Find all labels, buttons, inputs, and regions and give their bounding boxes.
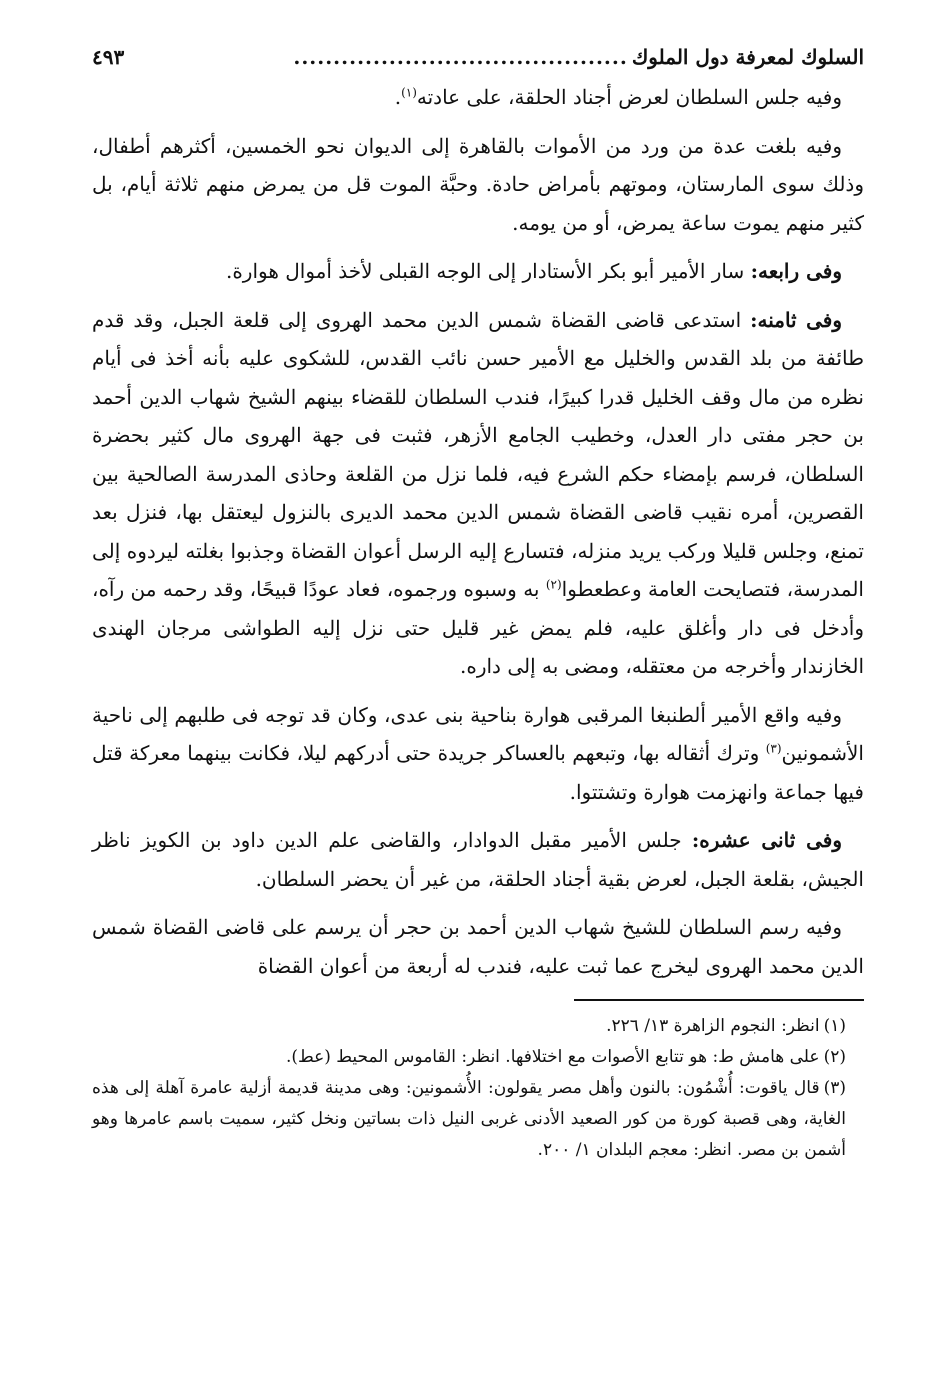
paragraph-tail: .	[394, 85, 402, 109]
running-header	[92, 40, 864, 78]
paragraph-1	[92, 78, 864, 117]
paragraph-text: وفيه رسم السلطان للشيخ شهاب الدين أحمد بن حجر أن يرسم على قاضى القضاة شمس الدين محمد الهروى ليخرج عما ثبت عليه، فندب له أربعة من أعوان القضاة	[92, 915, 864, 978]
paragraph-text: وفيه بلغت عدة من ورد من الأموات بالقاهرة إلى الديوان نحو الخمسين، أكثرهم أطفال، وذلك سوى المارستان، وموتهم بأمراض حادة. وحبَّة الموت قل من يمرض منهم ثلاثة أيام، بل كثير منهم يموت ساعة يمرض، أو من يومه.	[92, 133, 864, 235]
footnote-number: (٢)	[823, 1047, 846, 1067]
paragraph-text: سار الأمير أبو بكر الأستادار إلى الوجه القبلى لأخذ أموال هوارة.	[225, 259, 751, 283]
footnote-3	[92, 1073, 864, 1166]
paragraph-lead: وفى رابعه:	[750, 259, 842, 283]
paragraph-5	[92, 696, 864, 812]
paragraph-text: وفيه جلس السلطان لعرض أجناد الحلقة، على عادته	[416, 85, 842, 109]
paragraph-text: وفيه واقع الأمير ألطنبغا المرقبى هوارة بناحية بنى عدى، وكان قد توجه فى طلبهم إلى ناحية الأشمونين	[92, 702, 864, 765]
paragraph-text: جلس الأمير مقبل الدوادار، والقاضى علم الدين داود بن الكويز ناظر الجيش، بقلعة الجبل، لعرض بقية أجناد الحلقة، من غير أن يحضر السلطان.	[92, 828, 864, 891]
footnote-number: (١)	[823, 1016, 846, 1036]
footnote-1	[92, 1011, 864, 1042]
paragraph-2	[92, 127, 864, 243]
paragraph-6	[92, 821, 864, 898]
book-page	[92, 40, 864, 1166]
paragraph-lead: وفى ثامنه:	[750, 307, 842, 332]
footnote-number: (٣)	[823, 1078, 846, 1098]
main-text	[92, 78, 864, 985]
paragraph-4	[92, 301, 864, 686]
footnote-ref[interactable]: (١)	[401, 85, 417, 100]
paragraph-3	[92, 252, 864, 291]
paragraph-text: استدعى قاضى القضاة شمس الدين محمد الهروى إلى قلعة الجبل، وقد قدم طائفة من بلد القدس والخليل مع الأمير حسن نائب القدس، للشكوى عليه بأنه أخذ فى أيام نظره من مال وقف الخليل قدرا كبيرًا، فندب السلطان للقضاء بينهم الشيخ شهاب الدين أحمد بن حجر مفتى دار العدل، وخطيب الجامع الأزهر، فثبت فى جهة الهروى مال كثير بحضرة السلطان، فرسم بإمضاء حكم الشرع فيه، فلما نزل من القلعة وحاذى المدرسة الصالحية بين القصرين، أمره نقيب قاضى القضاة شمس الدين محمد الديرى بالنزول ليعتقل بها، فنزل بعد تمنع، وجلس قليلا وركب يريد منزله، فتسارع إليه الرسل أعوان القضاة وجذبوا بغلته ليردوه إلى المدرسة، فتصايحت العامة وعطعطوا	[92, 307, 865, 601]
header-leader-dots: ..........................................	[293, 45, 628, 69]
paragraph-7	[92, 908, 864, 985]
footnotes-section	[92, 1011, 864, 1166]
footnote-ref[interactable]: (٢)	[545, 577, 562, 592]
paragraph-tail: وترك أثقاله بها، وتبعهم بالعساكر جريدة حتى أدركهم ليلا، فكانت بينهما معركة قتل فيها جماعة وانهزمت هوارة وتشتتوا.	[92, 741, 864, 804]
page-number: ٤٩٣	[92, 45, 125, 69]
footnote-divider	[574, 999, 864, 1001]
paragraph-lead: وفى ثانى عشره:	[691, 828, 842, 852]
footnote-text: انظر: النجوم الزاهرة ١٣/ ٢٢٦.	[606, 1016, 820, 1036]
paragraph-tail: به وسبوه ورجموه، فعاد عودًا قبيحًا، وقد رحمه من رآه، وأدخل فى دار وأغلق عليه، فلم يمض غير قليل حتى نزل إليه الطواشى مرجان الهندى الخازندار وأخرجه من معتقله، ومضى به إلى داره.	[92, 577, 864, 678]
footnote-2	[92, 1042, 864, 1073]
footnote-ref[interactable]: (٣)	[765, 741, 782, 756]
footnote-text: قال ياقوت: أُشْمُون: بالنون وأهل مصر يقولون: الأُشمونين: وهى مدينة قديمة أزلية عامرة آهلة إلى هذه الغاية، وهى قصبة كورة من كور الصعيد الأدنى غربى النيل ذات بساتين ونخل كثير، سميت باسم عامرها وهو أشمن بن مصر. انظر: معجم البلدان ١/ ٢٠٠.	[92, 1078, 846, 1160]
book-title: السلوك لمعرفة دول الملوك	[631, 45, 864, 69]
footnote-text: على هامش ط: هو تتابع الأصوات مع اختلافها. انظر: القاموس المحيط (عط).	[285, 1047, 820, 1067]
